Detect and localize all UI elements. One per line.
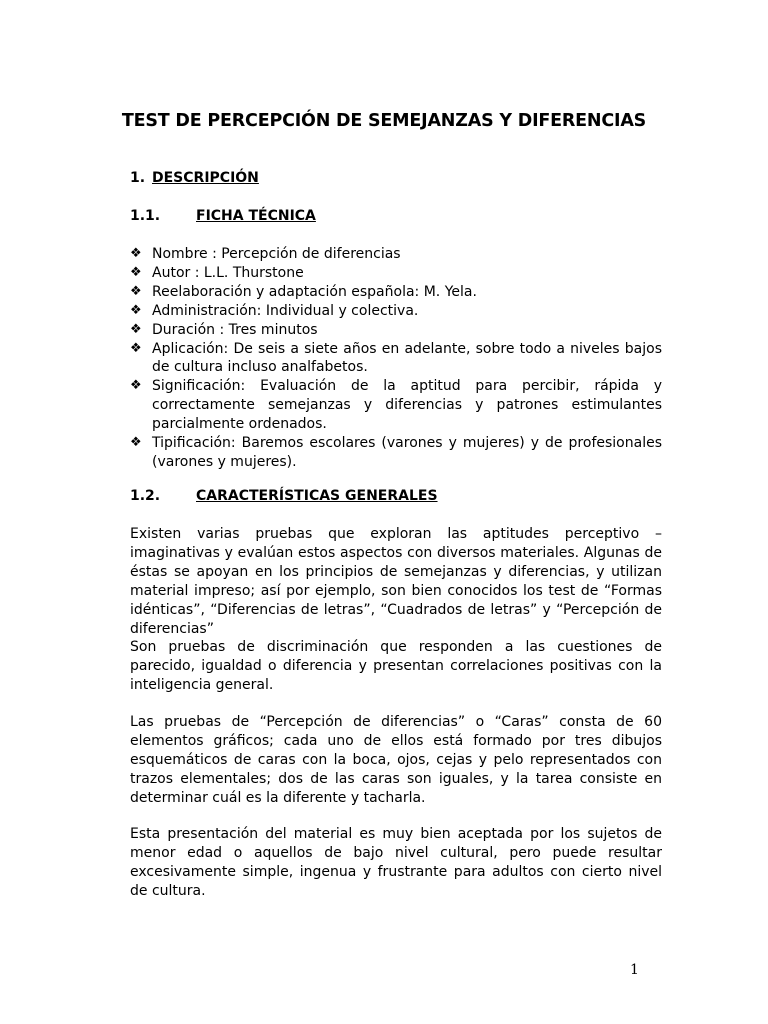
list-item-text: Aplicación: De seis a siete años en adelante, sobre todo a niveles bajos de cultura incluso analfabetos. [152,340,662,376]
diamond-bullet-icon: ❖ [130,246,142,261]
body-paragraph: Las pruebas de “Percepción de diferencias” o “Caras” consta de 60 elementos gráficos; cada uno de ellos está formado por tres dibujos esquemáticos de caras con la boca, ojos, cejas y pelo representados con trazos elementales; dos de las caras son iguales, y la tarea consiste en determinar cuál es la diferente y tacharla. [130,714,662,806]
list-item [130,321,662,340]
diamond-bullet-icon: ❖ [130,302,142,318]
section-label: CARACTERÍSTICAS GENERALES [196,488,438,504]
diamond-bullet-icon: ❖ [130,321,142,337]
diamond-bullet-icon: ❖ [130,435,142,451]
document-title: TEST DE PERCEPCIÓN DE SEMEJANZAS Y DIFERENCIAS [121,111,647,131]
list-item [130,245,662,264]
body-paragraph: Existen varias pruebas que exploran las aptitudes perceptivo – imaginativas y evalúan estos aspectos con diversos materiales. Algunas de éstas se apoyan en los principios de semejanzas y diferencias, y utilizan material impreso; así por ejemplo, son bien conocidos los test de “Formas idénticas”, “Diferencias de letras”, “Cuadrados de letras” y “Percepción de diferencias” [130,526,662,637]
list-item-text: Significación: Evaluación de la aptitud para percibir, rápida y correctamente semejanzas y diferencias y patrones estimulantes parcialmente ordenados. [152,378,662,433]
list-item [130,340,662,378]
list-item-text: Administración: Individual y colectiva. [152,302,419,319]
list-item-text: Nombre : Percepción de diferencias [152,246,401,262]
list-item [130,264,662,283]
ficha-tecnica-list [130,245,662,472]
section-heading-ficha-tecnica [130,208,316,224]
section-number: 1. [130,170,146,186]
section-label: DESCRIPCIÓN [152,170,259,186]
diamond-bullet-icon: ❖ [130,378,142,394]
body-paragraph: Son pruebas de discriminación que responden a las cuestiones de parecido, igualdad o diferencia y presentan correlaciones positivas con la inteligencia general. [130,639,662,693]
list-item [130,377,662,434]
section-number: 1.2. [130,488,161,504]
section-number: 1.1. [130,208,161,224]
list-item-text: Autor : L.L. Thurstone [152,264,304,281]
list-item-text: Tipificación: Baremos escolares (varones y mujeres) y de profesionales (varones y mujeres). [152,435,662,470]
list-item [130,434,662,472]
list-item [130,283,662,302]
section-heading-caracteristicas-generales [130,488,438,504]
page-number: 1 [630,962,639,978]
section-label: FICHA TÉCNICA [196,208,316,224]
section-heading-descripcion [130,170,259,186]
diamond-bullet-icon: ❖ [130,283,142,299]
list-item-text: Duración : Tres minutos [152,321,318,338]
diamond-bullet-icon: ❖ [130,340,142,356]
list-item [130,302,662,321]
diamond-bullet-icon: ❖ [130,264,142,280]
body-paragraph: Esta presentación del material es muy bien aceptada por los sujetos de menor edad o aquellos de bajo nivel cultural, pero puede resultar excesivamente simple, ingenua y frustrante para adultos con cierto nivel de cultura. [130,826,662,899]
list-item-text: Reelaboración y adaptación española: M. Yela. [152,283,477,300]
